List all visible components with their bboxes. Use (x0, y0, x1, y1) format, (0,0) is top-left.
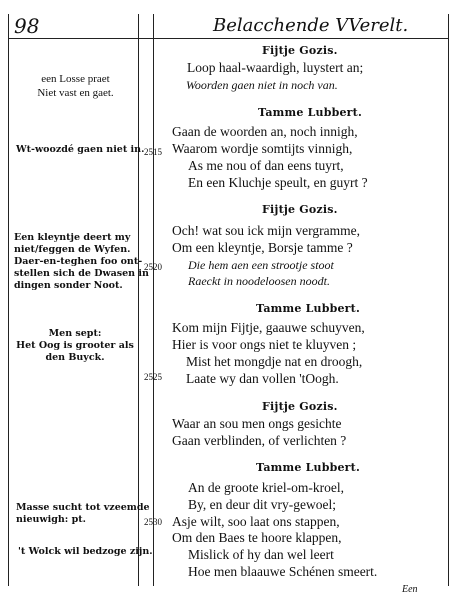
verse-line: Mist het mongdje nat en droogh, (186, 354, 363, 369)
verse-line: Gaan de woorden an, noch innigh, (172, 124, 358, 139)
margin-note (16, 502, 150, 526)
line-number: 2515 (144, 147, 162, 157)
margin-note-line: Niet vast en gaet. (37, 87, 114, 99)
speaker-heading: Tamme Lubbert. (258, 106, 362, 119)
running-head: Belacchende VVerelt. (213, 15, 409, 36)
margin-note-line: Daer-en-teghen foo ont- (14, 256, 143, 267)
margin-note-line: 't Wolck wil bedzoge zijn. (18, 546, 153, 557)
verse-line: En een Kluchje speult, en guyrt ? (188, 175, 368, 190)
margin-right-rule (138, 14, 139, 586)
catchword: Een (402, 584, 418, 595)
speaker-heading: Tamme Lubbert. (256, 302, 360, 315)
margin-note-line: niet/feggen de Wyfen. (14, 244, 131, 255)
line-number: 2530 (144, 517, 162, 527)
verse-line: Loop haal-waardigh, luystert an; (187, 60, 364, 75)
verse-line: Om een kleyntje, Borsje tamme ? (172, 240, 353, 255)
margin-note-line: den Buyck. (45, 352, 105, 363)
speaker-heading: Fijtje Gozis. (262, 400, 338, 413)
margin-note-line: een Losse praet (41, 73, 110, 85)
verse-line: Om den Baes te hoore klappen, (172, 530, 342, 545)
verse-line: Mislick of hy dan wel leert (188, 547, 334, 562)
verse-line: Woorden gaen niet in noch van. (186, 78, 338, 92)
verse-line: By, en deur dit vry-gewoel; (188, 497, 336, 512)
verse-line: Waar an sou men ongs gesichte (172, 416, 342, 431)
verse-line: Och! wat sou ick mijn vergramme, (172, 223, 360, 238)
verse-line: Laate wy dan vollen 'tOogh. (186, 371, 339, 386)
text-left-rule (153, 14, 154, 586)
verse-line: Gaan verblinden, of verlichten ? (172, 433, 347, 448)
margin-note-line: Wt-woozdé gaen niet in. (16, 144, 145, 155)
verse-line: Hier is voor ongs niet te kluyven ; (172, 337, 357, 352)
line-number: 2520 (144, 262, 162, 272)
verse-line: An de groote kriel-om-kroel, (188, 480, 344, 495)
margin-note-line: Het Oog is grooter als (16, 340, 134, 351)
line-number: 2525 (144, 372, 162, 382)
speaker-heading: Tamme Lubbert. (256, 461, 360, 474)
verse-line: Waarom wordje somtijts vinnigh, (172, 141, 353, 156)
margin-note-line: dingen sonder Noot. (14, 280, 123, 291)
verse-line: Die hem aen een strootje stoot (188, 258, 334, 272)
verse-line: Kom mijn Fijtje, gaauwe schuyven, (172, 320, 365, 335)
margin-note-line: nieuwigh: pt. (16, 514, 86, 525)
margin-note (18, 546, 153, 558)
verse-line: Raeckt in noodeloosen noodt. (188, 274, 330, 288)
page-number: 98 (14, 14, 40, 38)
margin-note (14, 232, 149, 292)
margin-note-line: stellen sich de Dwasen in (14, 268, 149, 279)
speaker-heading: Fijtje Gozis. (262, 44, 338, 57)
header-rule (8, 38, 449, 39)
margin-note (18, 72, 133, 100)
margin-left-rule (8, 14, 9, 586)
verse-line: As me nou of dan eens tuyrt, (188, 158, 344, 173)
margin-note-line: Een kleyntje deert my (14, 232, 131, 243)
page-right-rule (448, 14, 449, 586)
speaker-heading: Fijtje Gozis. (262, 203, 338, 216)
margin-note (14, 328, 136, 364)
verse-line: Asje wilt, soo laat ons stappen, (172, 514, 340, 529)
margin-note (16, 144, 144, 156)
verse-line: Hoe men blaauwe Schénen smeert. (188, 564, 378, 579)
margin-note-line: Masse sucht tot vzeemde (16, 502, 150, 513)
margin-note-line: Men sept: (48, 328, 102, 339)
